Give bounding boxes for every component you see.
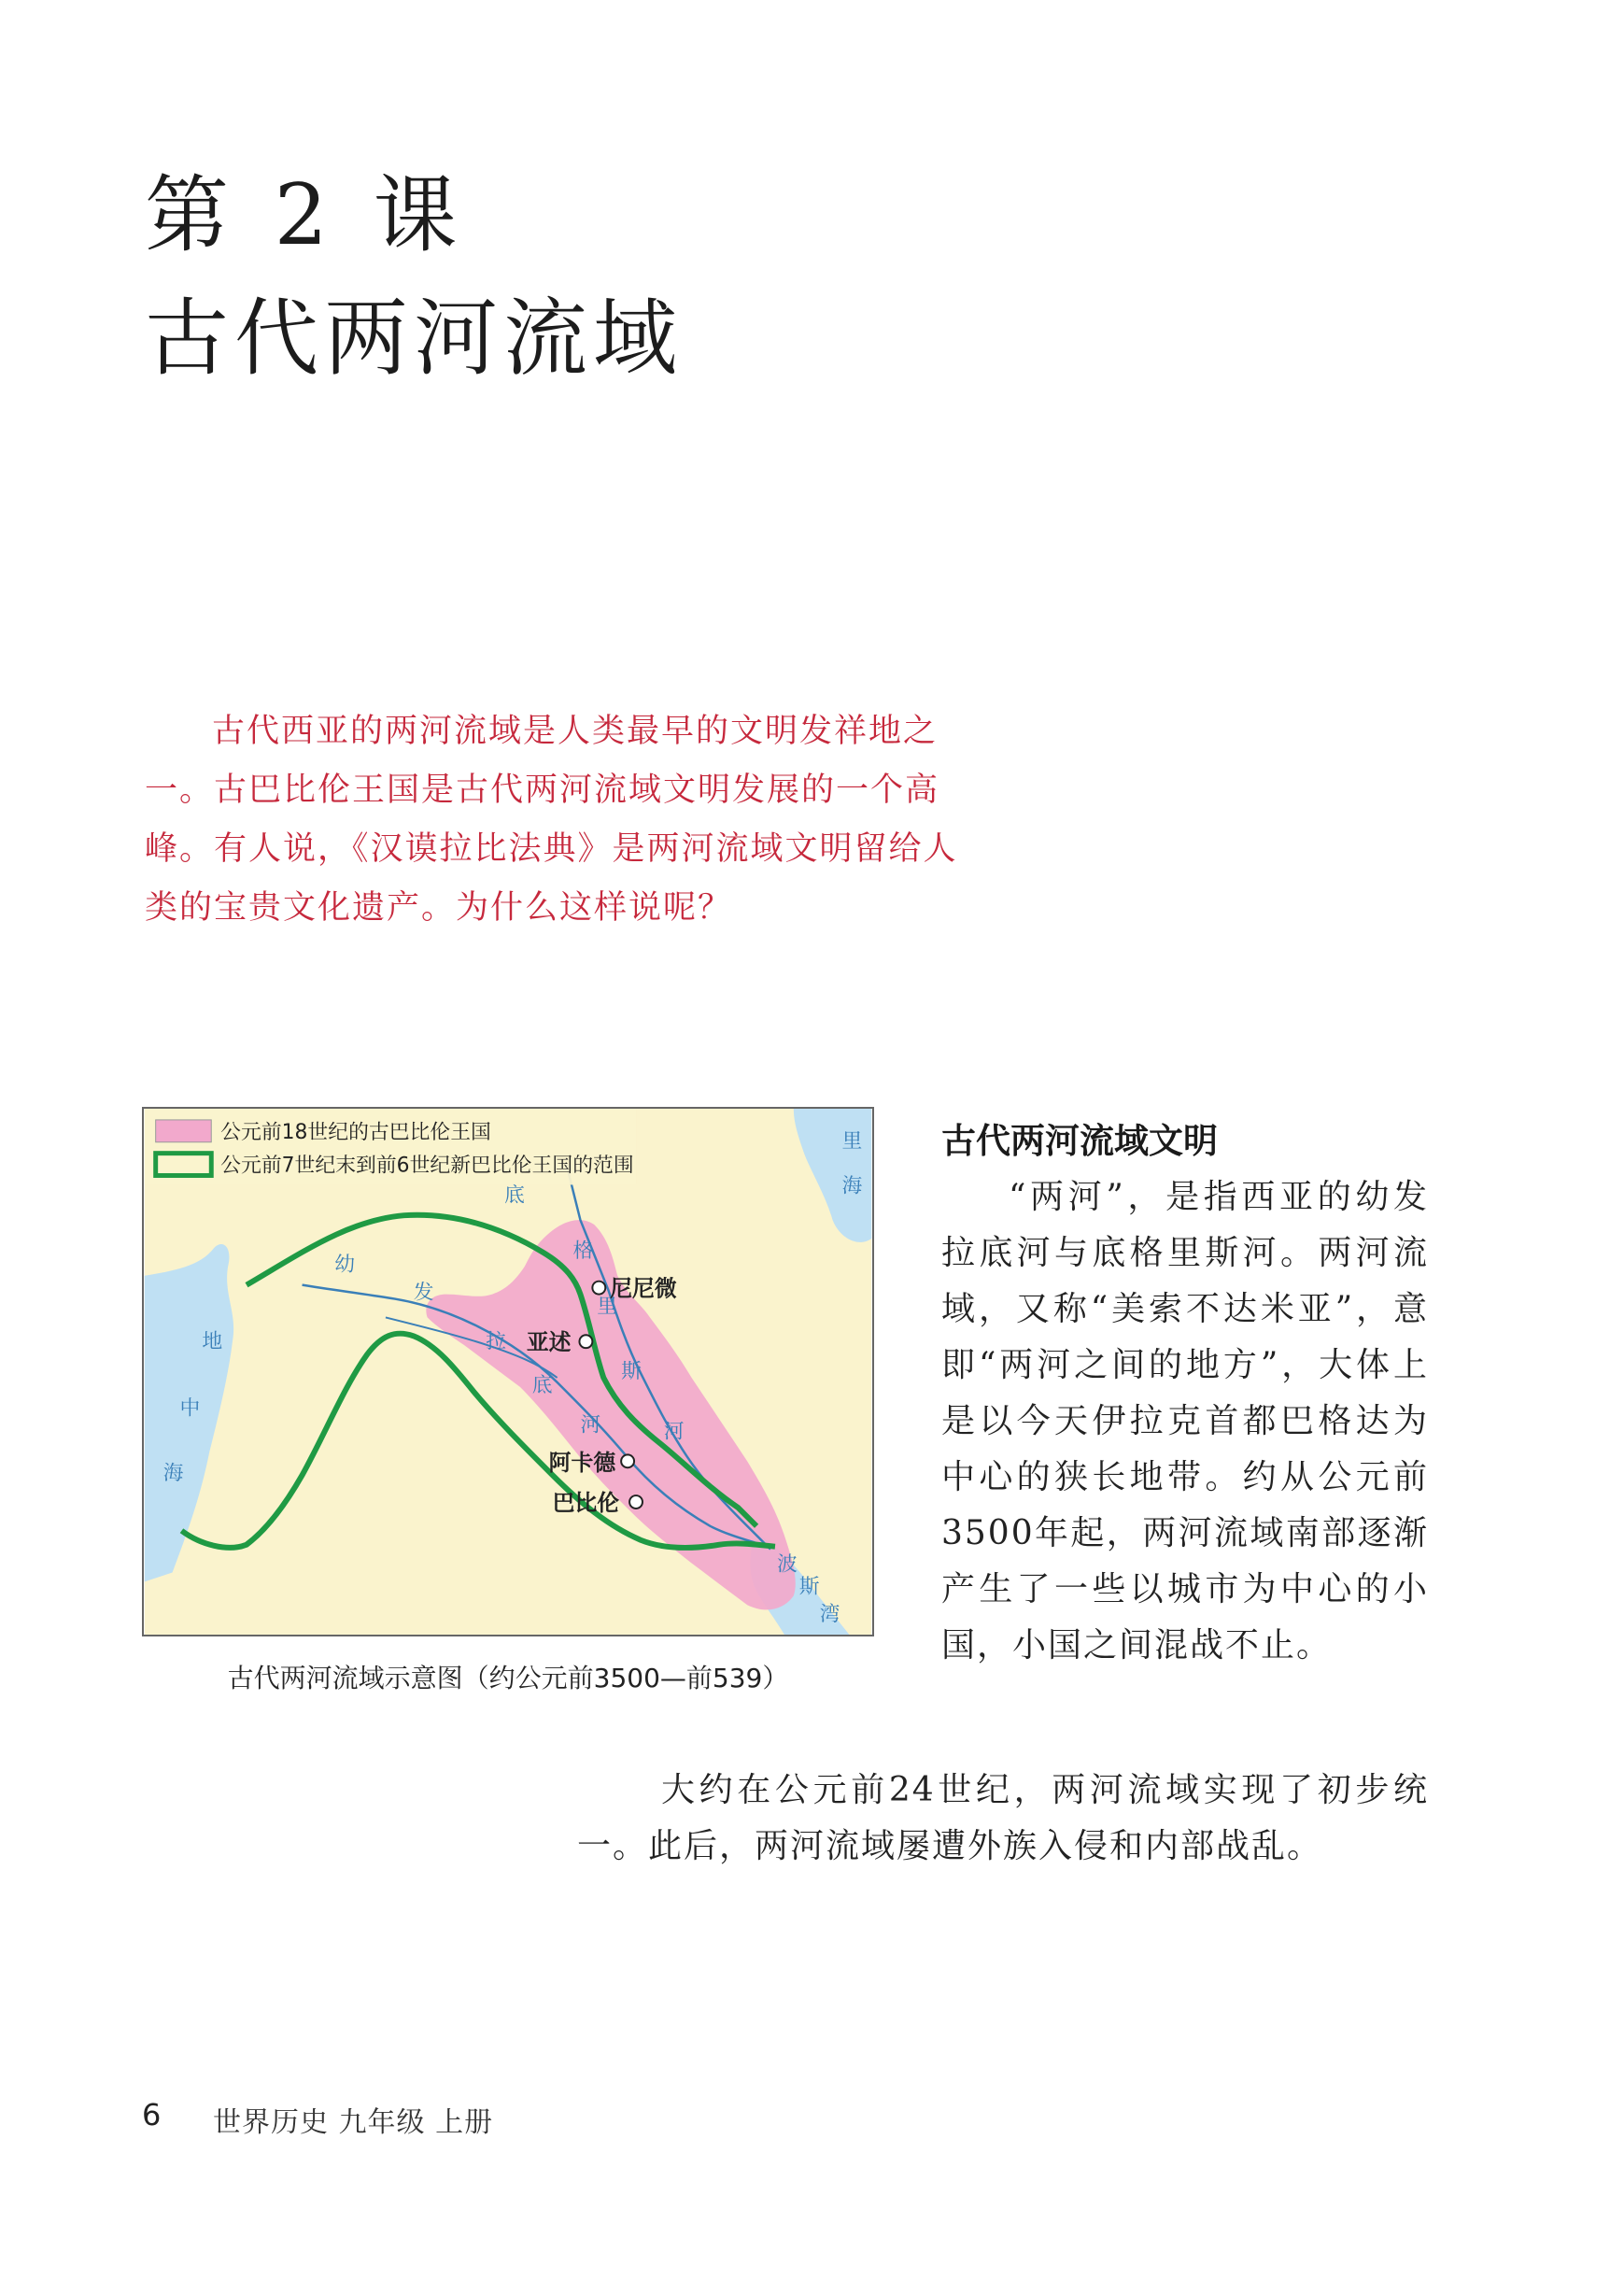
map-label-euph-3: 拉 (486, 1330, 507, 1354)
city-label-akkad: 阿卡德 (548, 1450, 616, 1477)
legend-old-babylon-label: 公元前18世纪的古巴比伦王国 (220, 1120, 491, 1144)
map-label-tig-1: 底 (504, 1183, 525, 1208)
map-label-tig-5: 河 (663, 1420, 685, 1444)
map-label-euph-2: 发 (413, 1281, 434, 1305)
legend-swatch-old-babylon (156, 1120, 212, 1142)
map-label-caspian-2: 海 (841, 1174, 863, 1198)
city-label-babylon: 巴比伦 (552, 1489, 620, 1516)
map-caption: 古代两河流域示意图（约公元前3500—前539） (227, 1663, 789, 1693)
map-label-euph-1: 幼 (334, 1253, 356, 1277)
city-label-assur: 亚述 (526, 1329, 572, 1356)
city-marker-babylon (629, 1495, 643, 1509)
city-marker-akkad (621, 1454, 634, 1467)
map-label-euph-5: 河 (580, 1413, 601, 1438)
map-label-med-3: 海 (162, 1462, 184, 1486)
body-paragraph-2: 大约在公元前24世纪，两河流域实现了初步统一。此后，两河流域屡遭外族入侵和内部战乱。 (577, 1771, 1429, 1865)
body-paragraph-1: “两河”，是指西亚的幼发拉底河与底格里斯河。两河流域，又称“美索不达米亚”，意即“两河之间的地方”，大体上是以今天伊拉克首都巴格达为中心的狭长地带。约从公元前3500年起，两河流域南部逐渐产生了一些以城市为中心的小国，小国之间混战不止。 (941, 1178, 1429, 1665)
book-title: 世界历史 九年级 上册 (213, 2106, 494, 2139)
section-heading: 古代两河流域文明 (941, 1121, 1218, 1161)
legend-new-babylon-label: 公元前7世纪末到前6世纪新巴比伦王国的范围 (220, 1154, 634, 1178)
map-label-gulf-2: 斯 (798, 1575, 820, 1599)
map-label-euph-4: 底 (531, 1373, 553, 1397)
page-number: 6 (142, 2097, 162, 2132)
map-label-gulf-3: 湾 (819, 1603, 840, 1627)
city-label-nineveh: 尼尼微 (610, 1275, 677, 1302)
map-label-med-2: 中 (179, 1396, 201, 1421)
mesopotamia-map (142, 1107, 874, 1636)
map-label-gulf-1: 波 (776, 1552, 798, 1577)
map-label-tig-4: 斯 (621, 1359, 642, 1383)
city-marker-assur (579, 1335, 592, 1348)
city-marker-nineveh (592, 1282, 605, 1295)
lesson-number: 第 2 课 (145, 166, 467, 264)
map-label-caspian-1: 里 (841, 1129, 863, 1154)
lesson-title: 古代两河流域 (145, 290, 683, 388)
map-label-tig-2: 格 (572, 1239, 594, 1263)
map-label-med-1: 地 (202, 1330, 223, 1354)
map-label-tig-3: 里 (597, 1295, 618, 1319)
intro-paragraph: 古代西亚的两河流域是人类最早的文明发祥地之一。古巴比伦王国是古代两河流域文明发展的一个高峰。有人说，《汉谟拉比法典》是两河流域文明留给人类的宝贵文化遗产。为什么这样说呢？ (145, 713, 958, 927)
